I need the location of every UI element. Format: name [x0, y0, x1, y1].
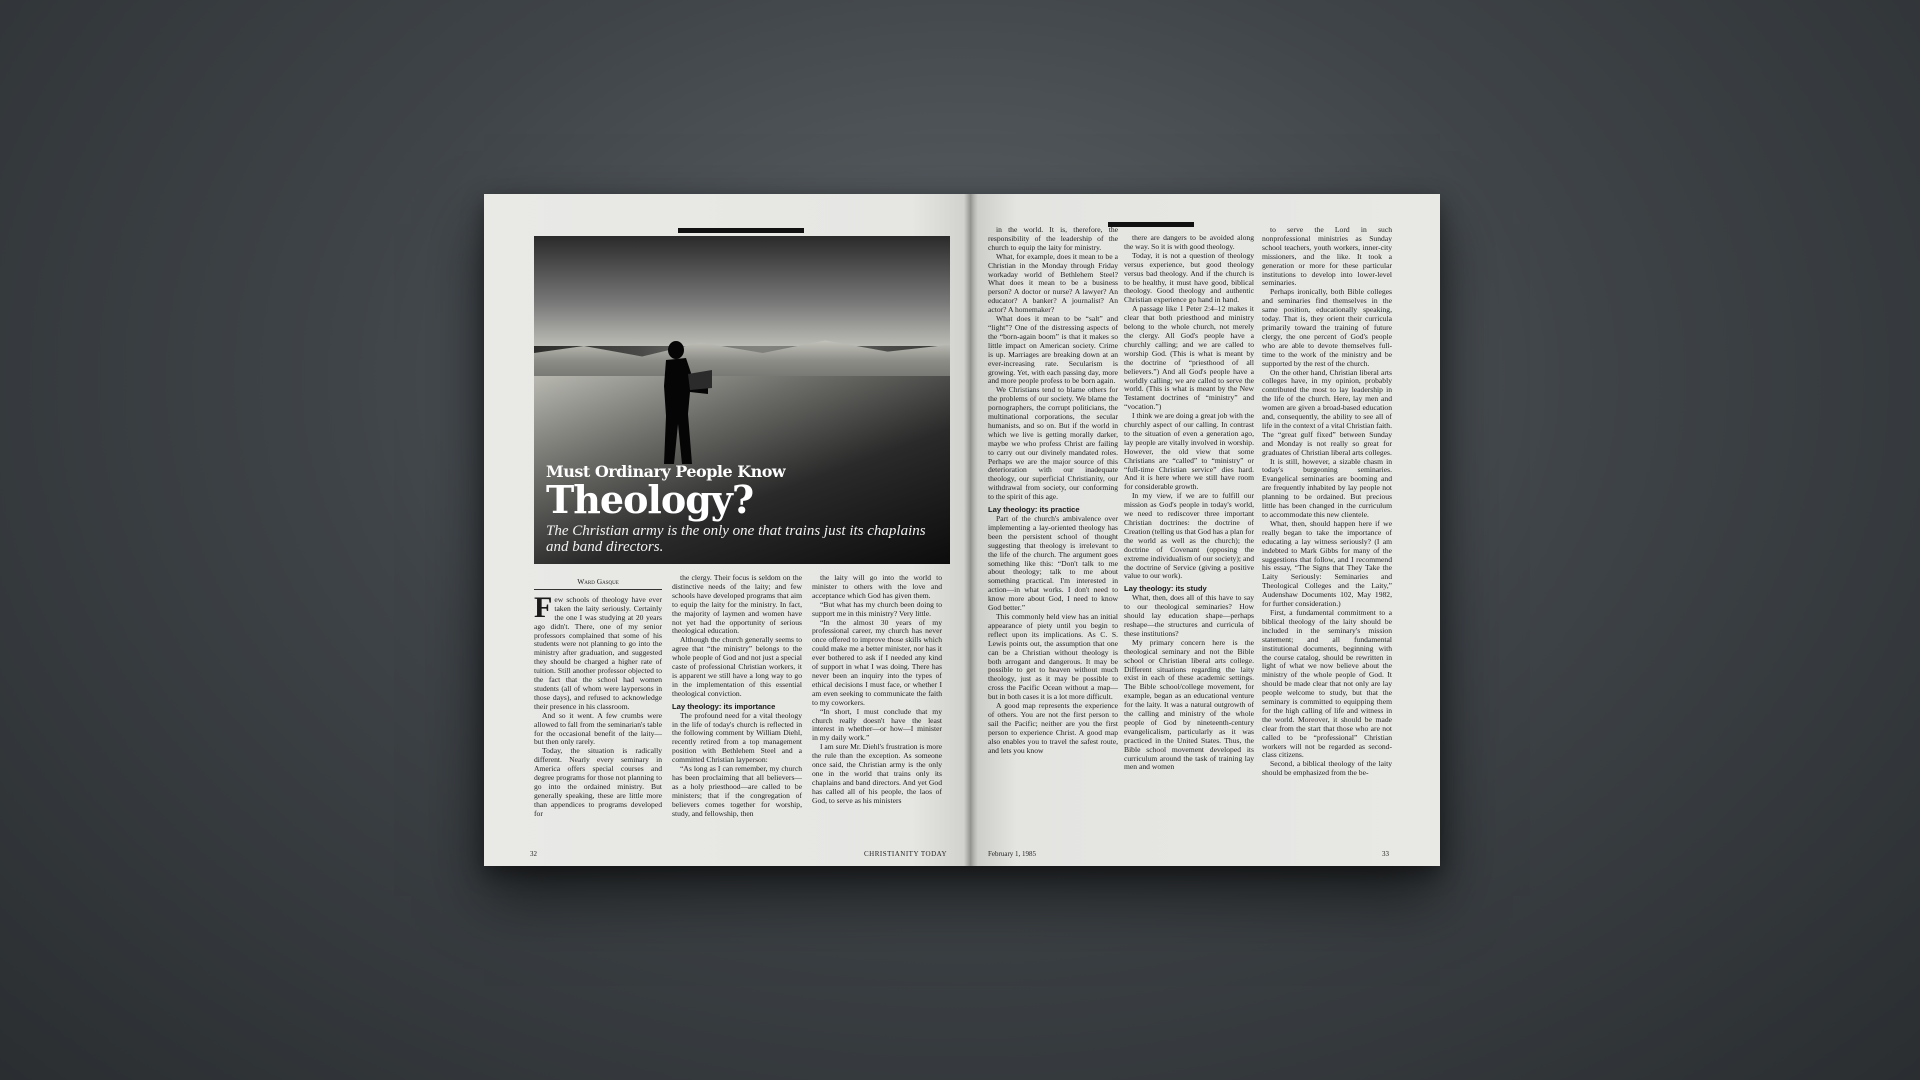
body-paragraph: On the other hand, Christian liberal arts colleges have, in my opinion, probably contributed the most to lay leadership in the life of the church. Here, lay men and women are given a broad-based education and, consequently, the ability to see all of life in the context of a vital Christian faith. The “great gulf fixed” between Sunday and Monday is not really so great for graduates of Christian liberal arts colleges.: [1262, 367, 1392, 457]
section-subhead: Lay theology: its importance: [672, 701, 776, 711]
body-paragraph: there are dangers to be avoided along the way. So it is with good theology.: [1124, 234, 1254, 251]
issue-date: February 1, 1985: [988, 850, 1037, 858]
body-paragraph: “In short, I must conclude that my church really doesn't have the least interest in whether—or how—I minister in my daily work.”: [812, 706, 942, 743]
body-paragraph: Second, a biblical theology of the laity should be emphasized from the be-: [1262, 759, 1392, 778]
body-paragraph: “But what has my church been doing to support me in this ministry? Very little.: [812, 599, 942, 618]
body-paragraph: I think we are doing a great job with the churchly aspect of our calling. In contrast to the situation of even a generation ago, lay people are vitally involved in worship. However, the old view that some Christians are “called” to “ministry” or “full-time Christian service” dies hard. And it is here where we still have room for considerable growth.: [1124, 411, 1254, 492]
top-rule: [678, 228, 804, 233]
body-paragraph: And so it went. A few crumbs were allowed to fall from the seminarian's table for the occasional benefit of the laity—but then only rarely.: [534, 710, 662, 747]
right-column-2: [1124, 234, 1254, 846]
headline-kicker: Must Ordinary People Know: [546, 462, 786, 481]
body-paragraph: First, a fundamental commitment to a biblical theology of the laity should be included in the seminary's mission statement; and all fundamental institutional documents, beginning with the course catalog, should be rewritten in light of what we now believe about the ministry of the whole people of God. It should be made clear that not only are lay people welcome to study, but that the seminary is committed to equipping them for the high calling of life and witness in the world. Moreover, it should be made clear from the start that those who are not called to be “professional” Christian workers will not be regarded as second-class citizens.: [1262, 607, 1392, 760]
body-paragraph: A passage like 1 Peter 2:4–12 makes it clear that both priesthood and ministry belong to the whole church, not merely the clergy. All God's people have a churchly calling; and we are called to worship God. (This is what is meant by the doctrine of “priesthood of all believers.”) And all God's people have a worldly calling; we are called to serve the world. (This is what is meant by the New Testament doctrines of “ministry” and “vocation.”): [1124, 304, 1254, 412]
page-number-right: 33: [1382, 850, 1389, 858]
page-number-left: 32: [530, 850, 537, 858]
body-paragraph: in the world. It is, therefore, the responsibility of the leadership of the church to equip the laity for ministry.: [988, 226, 1118, 252]
body-paragraph: Perhaps ironically, both Bible colleges and seminaries find themselves in the same position, educationally speaking, today. That is, they orient their curricula primarily toward the training of future clergy, the one percent of God's people who are able to devote themselves full-time to the work of the ministry and be supported by the rest of the church.: [1262, 287, 1392, 368]
right-column-1: [988, 226, 1118, 846]
body-paragraph: Today, the situation is radically different. Nearly every seminary in America offers special courses and degree programs for those not planning to go into the ordained ministry. But generally speaking, these are little more than appendices to programs developed for: [534, 746, 662, 818]
body-paragraph: The profound need for a vital theology in the life of today's church is reflected in the following comment by William Diehl, recently retired from a top management position with Bethlehem Steel and a committed Christian layperson:: [672, 710, 802, 765]
section-subhead: Lay theology: its practice: [988, 505, 1080, 515]
body-paragraph: I am sure Mr. Diehl's frustration is more the rule than the exception. As someone once said, the Christian army is the only one in the world that trains only its chaplains and band directors. And yet God has called all of his people, the laos of God, to serve as his ministers: [812, 742, 942, 805]
body-paragraph: What, then, should happen here if we really began to take the importance of educating a lay witness seriously? (I am indebted to Mark Gibbs for many of the suggestions that follow, and I recommend his essay, “The Signs that They Take the Laity Seriously: Seminaries and Theological Colleges and the Laity,” Audenshaw Documents 102, May 1982, for further consideration.): [1262, 518, 1392, 609]
body-paragraph: Today, it is not a question of theology versus experience, but good theology versus bad theology. And if the church is to be healthy, it must have good, biblical theology. Good theology and authentic Christian experience go hand in hand.: [1124, 250, 1254, 305]
left-page: [484, 194, 970, 866]
body-paragraph: What, for example, does it mean to be a Christian in the Monday through Friday workaday world of Bethlehem Steel? What does it mean to be a business person? A doctor or nurse? A lawyer? An educator? A banker? A journalist? An actor? A homemaker?: [988, 251, 1118, 315]
body-paragraph: the laity will go into the world to minister to others with the love and acceptance which God has given them.: [812, 574, 942, 600]
body-paragraph: A good map represents the experience of others. You are not the first person to sail the Pacific; neither are you the first person to experience Christ. A good map also enables you to travel the safest route, and lets you know: [988, 701, 1118, 755]
body-paragraph: Part of the church's ambivalence over implementing a lay-oriented theology has been the persistent school of thought suggesting that theology is irrelevant to the life of the church. The argument goes something like this: “Don't talk to me about theology; talk to me about something practical. I'm interested in action—in what works. I don't need to know more about God, I need to know God better.”: [988, 514, 1118, 613]
body-paragraph: In my view, if we are to fulfill our mission as God's people in today's world, we need to rediscover three important Christian doctrines: the doctrine of Creation (telling us that God has a plan for the world as well as the church); the doctrine of Covenant (opposing the extreme individualism of our society); and the doctrine of Service (giving a positive value to our work).: [1124, 491, 1254, 581]
drop-cap: F: [534, 590, 553, 624]
left-column-1: [534, 578, 662, 846]
body-paragraph: We Christians tend to blame others for the problems of our society. We blame the pornographers, the corrupt politicians, the multinational corporations, the secular humanists, and so on. But if the world in which we live is getting morally darker, maybe we who profess Christ are failing to carry out our divinely mandated roles. Perhaps we are the major source of this deterioration with our inadequate theology, our superficial Christianity, our withdrawal from society, our conforming to the spirit of this age.: [988, 385, 1118, 502]
body-paragraph: This commonly held view has an initial appearance of piety until you begin to reflect upon its implications. As C. S. Lewis points out, the assumption that one can be a Christian without theology is both arrogant and dangerous. It may be possible to get to heaven without much theology, just as it may be possible to cross the Pacific Ocean without a map—but in both cases it is a lot more difficult.: [988, 611, 1118, 702]
body-paragraph: to serve the Lord in such nonprofessional ministries as Sunday school teachers, youth workers, inner-city missioners, and the like. It took a generation or more for these particular institutions to develop into lower-level seminaries.: [1262, 226, 1392, 288]
deck: The Christian army is the only one that trains just its chaplains and band directors.: [546, 523, 926, 555]
body-paragraph: My primary concern here is the theological seminary and not the Bible school or Christian liberal arts college. Different situations regarding the laity exist in each of these academic settings. The Bible school/college movement, for example, began as an educational venture for the laity. It was a natural outgrowth of the calling and ministry of the whole people of God by nineteenth-century evangelicalism, particularly as it was practiced in the United States. Thus, the Bible school movement developed its curriculum around the task of training lay men and women: [1124, 637, 1254, 772]
body-paragraph: What does it mean to be “salt” and “light”? One of the distressing aspects of the “born-again boom” is that it makes so little impact on American society. Crime is up. Marriages are breaking down at an ever-increasing rate. Secularism is growing. Yet, with each passing day, more and more people profess to be born again.: [988, 314, 1118, 386]
top-rule-right: [1108, 222, 1194, 227]
body-paragraph: “As long as I can remember, my church has been proclaiming that all believers—as a holy priesthood—are called to be ministers; that if the congregation of believers comes together for worship, study, and fellowship, then: [672, 764, 802, 818]
magazine-name: CHRISTIANITY TODAY: [864, 850, 948, 858]
left-column-2: [672, 574, 802, 846]
headline-block: [546, 462, 950, 555]
body-paragraph: It is still, however, a sizable chasm in today's burgeoning seminaries. Evangelical seminaries are booming and are frequently inhabited by lay people not planning to be ordained. But precious little has been changed in the curriculum to accommodate this new clientele.: [1262, 456, 1392, 519]
headline-main: Theology?: [546, 477, 754, 522]
body-paragraph: “In the almost 30 years of my professional career, my church has never once offered to improve those skills which could make me a better minister, nor has it ever bothered to ask if I needed any kind of support in what I was doing. There has never been an inquiry into the types of ethical decisions I must face, or whether I am even seeking to communicate the faith to my coworkers.: [812, 617, 942, 707]
body-paragraph: the clergy. Their focus is seldom on the distinctive needs of the laity; and few schools have developed programs that aim to equip the laity for the ministry. In fact, the majority of laymen and women have not yet had the opportunity of serious theological education.: [672, 574, 802, 636]
byline: Ward Gasque: [534, 578, 662, 590]
section-subhead: Lay theology: its study: [1124, 584, 1207, 594]
body-paragraph: Although the church generally seems to agree that “the ministry” belongs to the whole people of God and not just a special caste of professional Christian workers, it is apparent we still have a long way to go in the implementation of this essential theological conviction.: [672, 635, 802, 698]
spine-shadow: [964, 194, 978, 866]
right-column-3: [1262, 226, 1392, 846]
magazine-spread: [484, 194, 1440, 866]
body-paragraph: What, then, does all of this have to say to our theological seminaries? How should lay education shape—perhaps reshape—the structures and curricula of these institutions?: [1124, 593, 1254, 638]
right-page: [970, 194, 1440, 866]
hero-photo: [534, 236, 950, 564]
man-with-map-silhouette: [652, 336, 712, 466]
body-paragraph: ew schools of theology have ever taken the laity seriously. Certainly the one I was studying at 20 years ago didn't. There, one of my senior professors complained that some of his students were not planning to go into the ministry after graduation, and suggested they should be charged a higher rate of tuition. Still another professor objected to the fact that the school had women students (all of whom were laypersons in those days), and refused to acknowledge their presence in his classroom.: [534, 594, 662, 711]
left-column-3: [812, 574, 942, 846]
